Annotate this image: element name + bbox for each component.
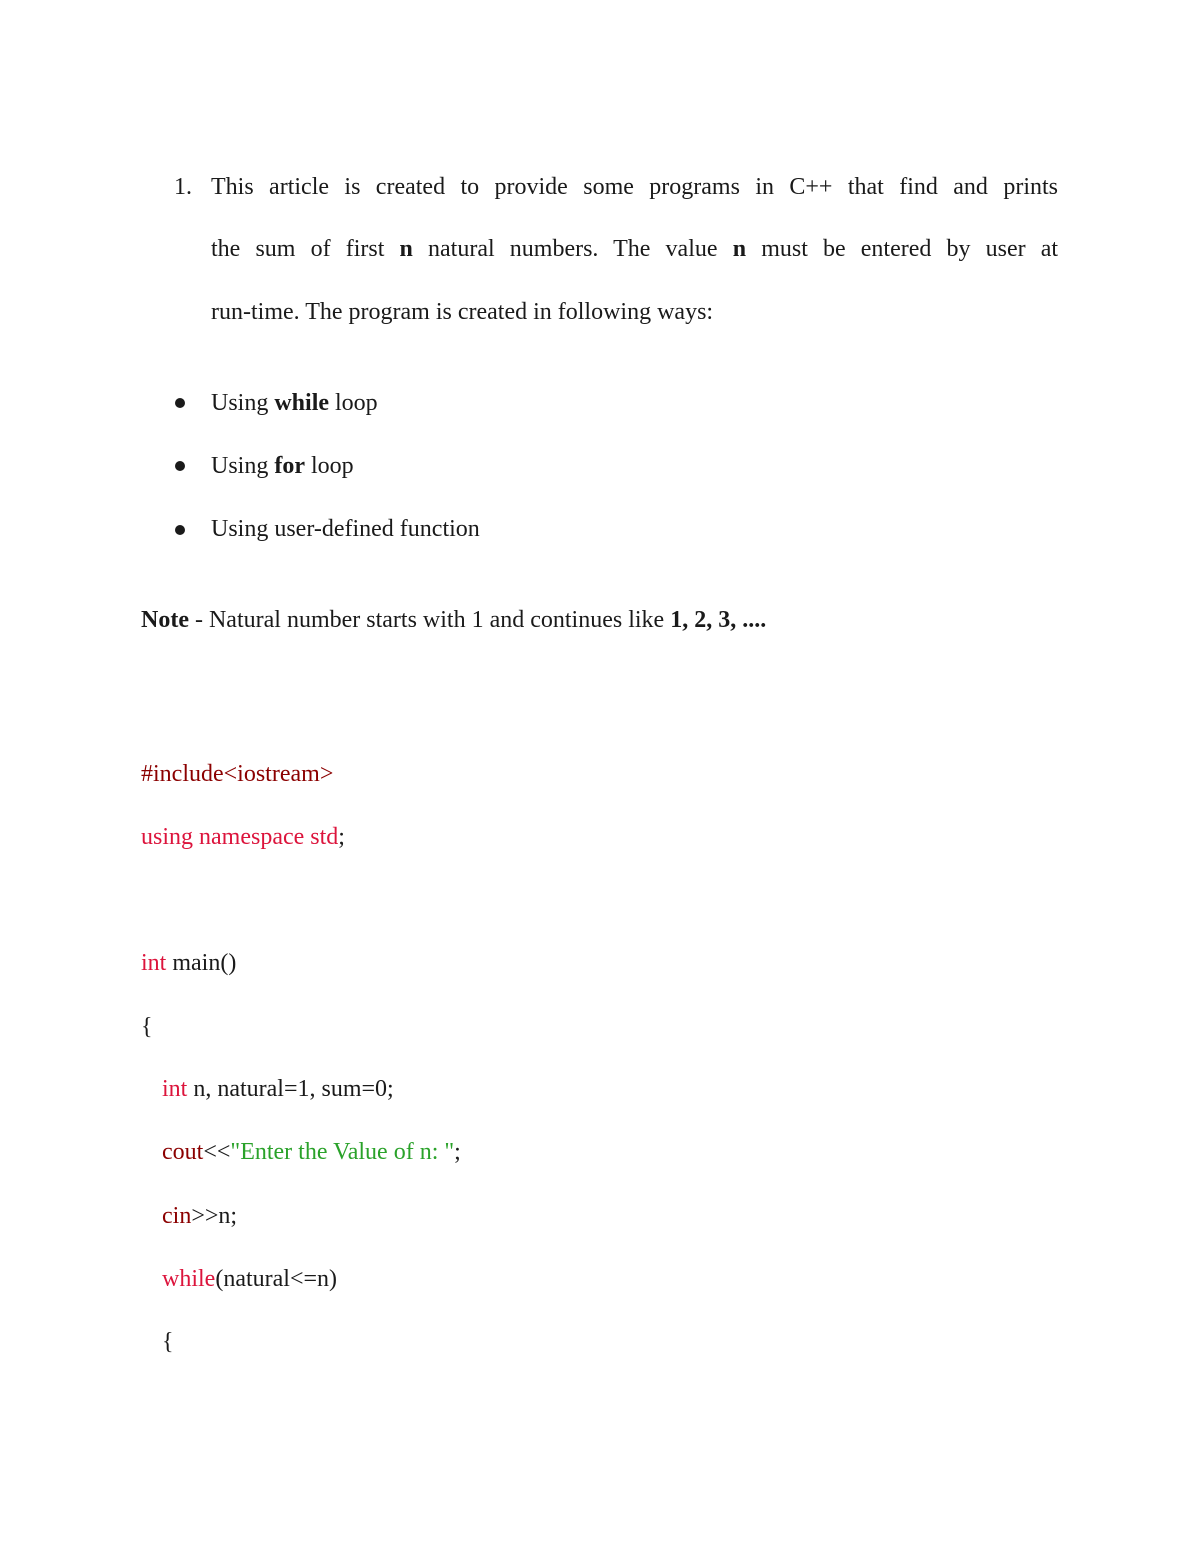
bullet-item-function: Using user-defined function <box>211 516 480 542</box>
intro-line-1: This article is created to provide some programs in C++ that find and prints <box>211 174 1058 200</box>
code-brace-open: { <box>141 1014 153 1040</box>
bullet-dot-icon <box>175 461 185 471</box>
code-main: int main() <box>141 950 237 976</box>
code-cin: cin>>n; <box>162 1203 238 1229</box>
note-line: Note - Natural number starts with 1 and continues like 1, 2, 3, .... <box>141 607 767 633</box>
note-sequence: 1, 2, 3, .... <box>670 607 767 633</box>
bold-n: n <box>399 236 413 262</box>
code-while: while(natural<=n) <box>162 1266 338 1292</box>
bullet-dot-icon <box>175 525 185 535</box>
intro-line-3: run-time. The program is created in following ways: <box>211 299 714 325</box>
bullet-item-for: Using for loop <box>211 453 354 479</box>
code-inner-brace: { <box>162 1329 174 1355</box>
code-declaration: int n, natural=1, sum=0; <box>162 1076 394 1102</box>
list-number: 1. <box>174 174 192 200</box>
code-cout: cout<<"Enter the Value of n: "; <box>162 1139 461 1165</box>
code-include: #include<iostream> <box>141 761 334 787</box>
note-label: Note <box>141 607 189 633</box>
code-using: using namespace std; <box>141 824 345 850</box>
bullet-dot-icon <box>175 398 185 408</box>
intro-line-2: the sum of first n natural numbers. The value n must be entered by user at <box>211 236 1059 262</box>
bold-n: n <box>732 236 747 262</box>
bullet-item-while: Using while loop <box>211 390 378 416</box>
